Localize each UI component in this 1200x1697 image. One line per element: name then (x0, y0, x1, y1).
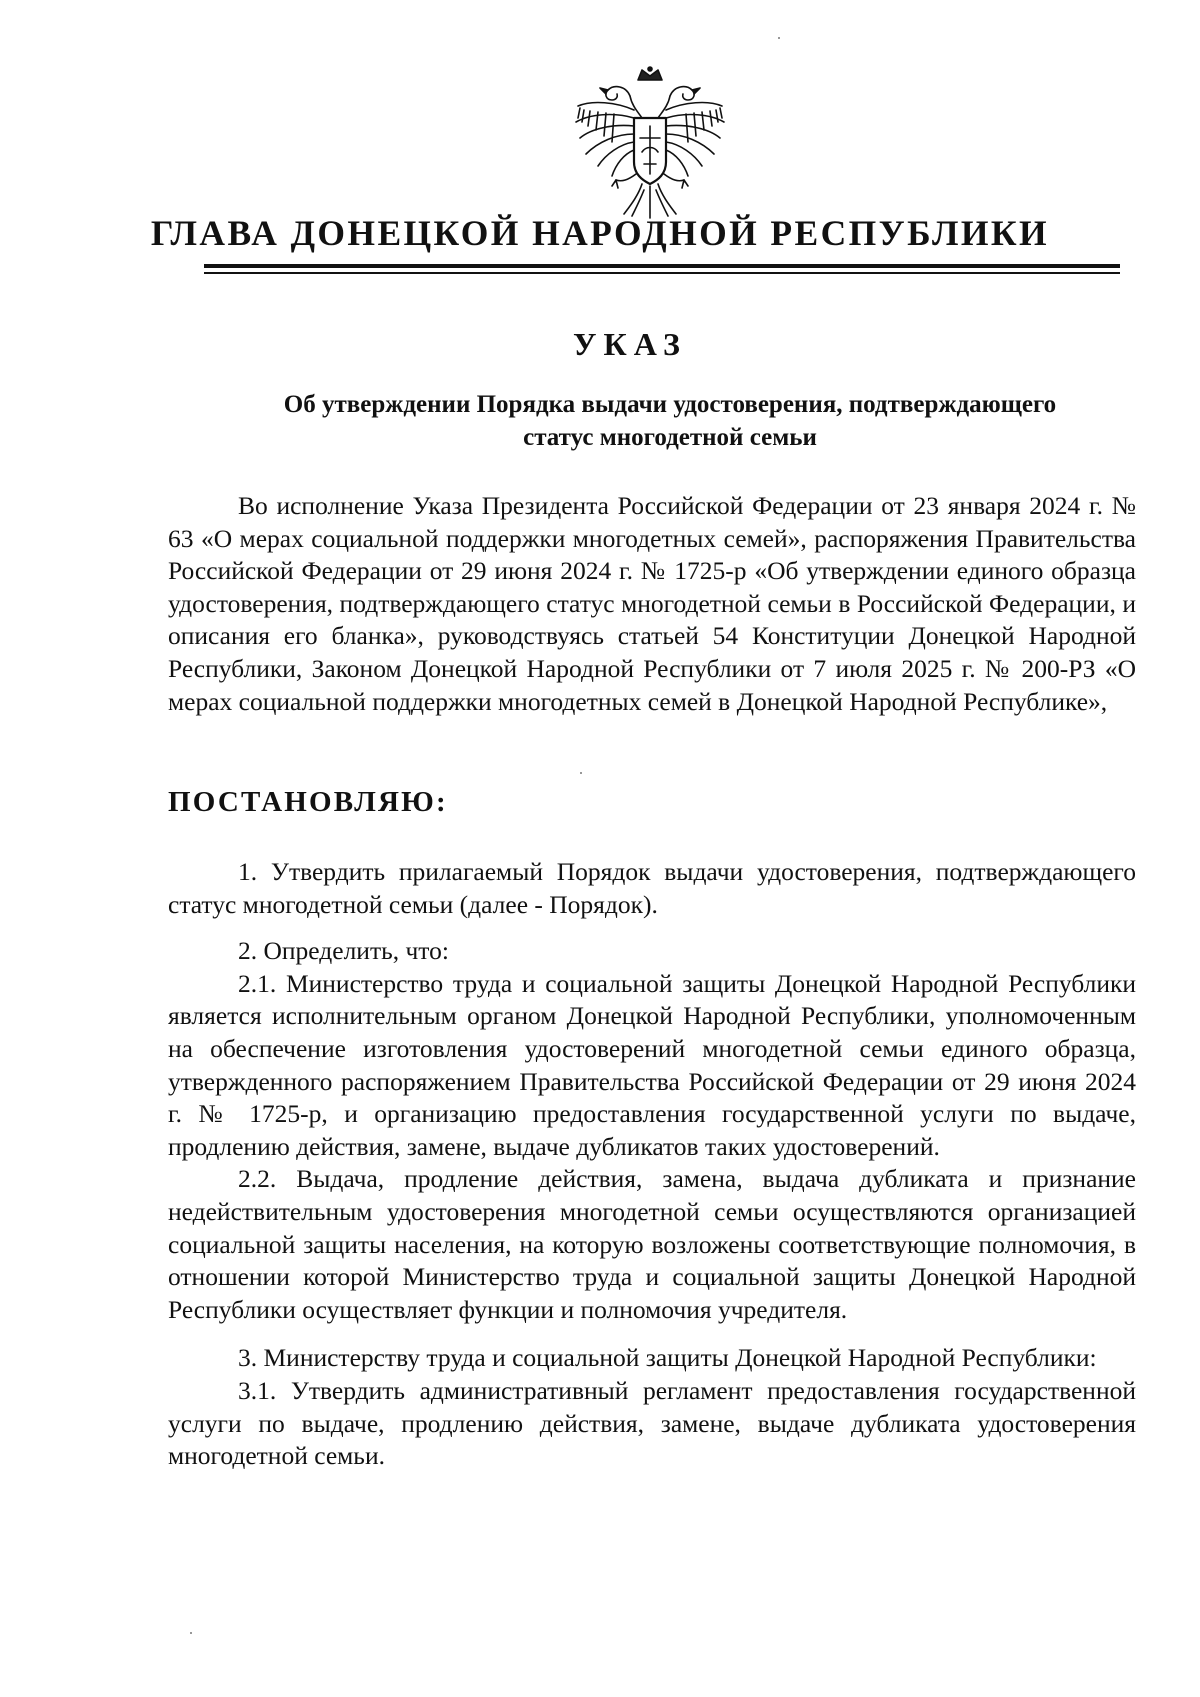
subject-line-2: статус многодетной семьи (523, 424, 817, 451)
item-2-1: 2.1. Министерство труда и социальной защиты Донецкой Народной Республики является исполнительным органом Донецкой Народной Республики, уполномоченным на обеспечение изготовления удостоверений многодетной семьи единого образца, утвержденного распоряжением Правительства Российской Федерации от 29 июня 2024 г. № 1725-р, и организацию предоставления государственной услуги по выдаче, продлению действия, замене, выдаче дубликатов таких удостоверений. (168, 968, 1136, 1161)
header-divider-thick (204, 264, 1120, 268)
preamble-paragraph: Во исполнение Указа Президента Российской Федерации от 23 января 2024 г. № 63 «О мерах социальной поддержки многодетных семей», распоряжения Правительства Российской Федерации от 29 июня 2024 г. № 1725-р «Об утверждении единого образца удостоверения, подтверждающего статус многодетной семьи в Российской Федерации, и описания его бланка», руководствуясь статьей 54 Конституции Донецкой Народной Республики, Законом Донецкой Народной Республики от 7 июля 2025 г. № 200-РЗ «О мерах социальной поддержки многодетных семей в Донецкой Народной Республике», (168, 491, 1136, 716)
item-2-2: 2.2. Выдача, продление действия, замена, выдача дубликата и признание недействительным удостоверения многодетной семьи осуществляются организацией социальной защиты населения, на которую возложены соответствующие полномочия, в отношении которой Министерство труда и социальной защиты Донецкой Народной Республики осуществляет функции и полномочия учредителя. (168, 1164, 1136, 1324)
decree-items (168, 856, 1136, 1473)
item-2: 2. Определить, что: (238, 936, 449, 966)
header-divider-thin (204, 272, 1120, 274)
preamble-section (168, 490, 1136, 718)
document-type-title: УКАЗ (573, 326, 687, 362)
item-3: 3. Министерству труда и социальной защиты Донецкой Народной Республики: (238, 1343, 1097, 1373)
item-1: 1. Утвердить прилагаемый Порядок выдачи удостоверения, подтверждающего статус многодетной семьи (далее - Порядок). (168, 857, 1136, 919)
subject-line-1: Об утверждении Порядка выдачи удостоверения, подтверждающего (283, 391, 1057, 418)
scan-speck (778, 37, 780, 39)
item-3-1: 3.1. Утвердить административный регламент предоставления государственной услуги по выдаче, продлению действия, замене, выдаче дубликата удостоверения многодетной семьи. (168, 1375, 1136, 1471)
scan-speck (580, 772, 582, 774)
scan-speck (190, 1632, 192, 1634)
decree-operative-word: ПОСТАНОВЛЯЮ: (168, 786, 448, 818)
double-headed-eagle-coat-of-arms-icon (572, 66, 728, 220)
document-subject (170, 388, 1170, 454)
issuing-authority-heading: ГЛАВА ДОНЕЦКОЙ НАРОДНОЙ РЕСПУБЛИКИ (150, 213, 1050, 253)
